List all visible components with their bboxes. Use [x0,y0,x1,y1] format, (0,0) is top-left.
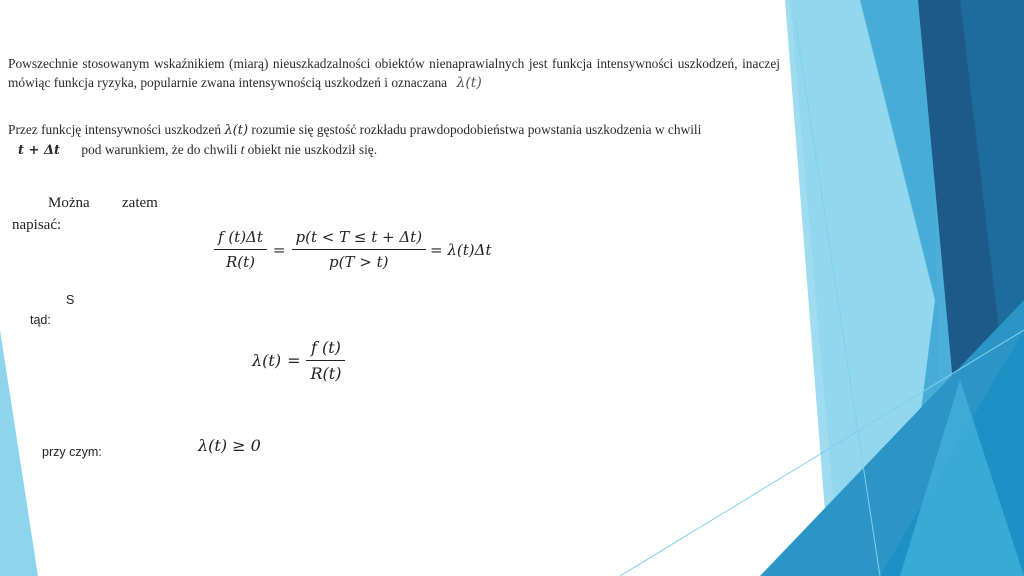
fraction-numerator: f (t)Δt [218,228,263,246]
time-interval: t + Δt [18,143,61,158]
fraction-f-over-r [214,228,267,271]
label-s: S [66,293,75,307]
formula-hazard-ratio [252,338,345,383]
probability-denominator: p(T > t) [329,253,389,271]
shape-left-sliver [0,330,38,576]
formula-nonnegative: λ(t) ≥ 0 [198,436,261,455]
paragraph-intensity-part1: Przez funkcję intensywności uszkodzeń [8,122,222,137]
fraction-probability [292,228,427,271]
fraction-bar [214,249,267,250]
paragraph-intensity-part4: obiekt nie uszkodził się. [247,142,378,157]
label-zatem: zatem [122,195,158,211]
paragraph-definition-text: Powszechnie stosowanym wskaźnikiem (miarą) nieuszkadzalności obiektów nienaprawialnych jest funkcja intensywności uszkodzeń, inaczej mówiąc funkcja ryzyka, popularnie zwana intensywnością uszkodzeń i oznaczana [8,56,780,90]
label-tad: tąd: [30,313,51,327]
fraction-denominator: R(t) [225,253,255,271]
paragraph-intensity [8,120,780,160]
fraction-f-over-r-2 [306,338,345,383]
label-napisac: napisać: [12,217,62,233]
paragraph-intensity-part3: pod warunkiem, że do chwili [81,142,238,157]
fraction-numerator: f (t) [310,338,341,357]
fraction-bar [292,249,427,250]
paragraph-definition [8,54,780,93]
fraction-denominator: R(t) [310,364,342,383]
equals-sign: = [287,351,301,370]
equals-sign: = [272,240,286,259]
paragraph-intensity-part2: rozumie się gęstość rozkładu prawdopodobieństwa powstania uszkodzenia w chwili [251,122,702,137]
label-przy-czym: przy czym: [42,445,102,459]
formula2-lhs: λ(t) [252,351,282,370]
fraction-bar [306,360,345,361]
formula-hazard-definition [214,228,491,271]
label-mozna: Można [48,195,90,211]
probability-numerator: p(t < T ≤ t + Δt) [295,228,423,246]
lambda-symbol-inline: λ(t) [224,123,249,138]
time-variable: t [240,142,245,157]
formula-rhs: = λ(t)Δt [430,240,492,259]
lambda-symbol: λ(t) [456,75,482,91]
